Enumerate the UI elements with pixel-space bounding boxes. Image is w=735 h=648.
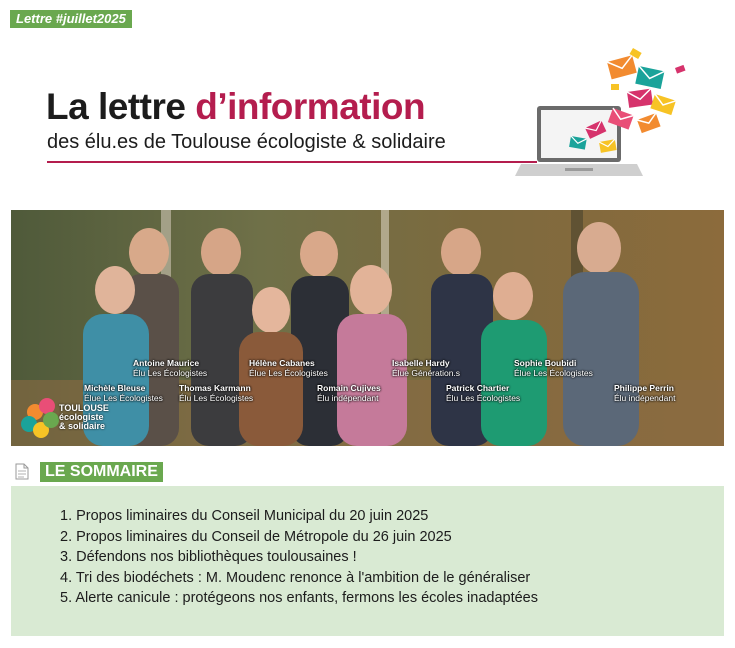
summary-item[interactable]: 4. Tri des biodéchets : M. Moudenc renonce à l'ambition de le généraliser	[60, 569, 531, 586]
summary-item[interactable]: 5. Alerte canicule : protégeons nos enfants, fermons les écoles inadaptées	[60, 590, 538, 606]
caption-person: Philippe Perrin Élu indépendant	[614, 383, 676, 403]
title-part1: La lettre	[46, 86, 196, 127]
summary-item[interactable]: 2. Propos liminaires du Conseil de Métropole du 26 juin 2025	[60, 528, 452, 545]
organization-logo: TOULOUSE écologiste & solidaire	[59, 403, 109, 431]
summary-item[interactable]: 3. Défendons nos bibliothèques toulousaines !	[60, 549, 357, 565]
caption-person: Romain Cujives Élu indépendant	[317, 383, 381, 403]
laptop-envelopes-illustration	[515, 44, 695, 184]
summary-item[interactable]: 1. Propos liminaires du Conseil Municipal du 20 juin 2025	[60, 508, 429, 524]
caption-person: Thomas Karmann Élu Les Écologistes	[179, 383, 254, 403]
document-icon	[15, 463, 29, 480]
newsletter-tag: Lettre #juillet2025	[10, 10, 132, 28]
title-underline	[47, 161, 537, 163]
summary-box	[11, 486, 724, 636]
page-subtitle: des élu.es de Toulouse écologiste & solidaire	[47, 131, 446, 153]
title-part2: d’information	[195, 86, 426, 127]
summary-title: LE SOMMAIRE	[40, 462, 163, 482]
caption-person: Hélène Cabanes Élue Les Écologistes	[249, 358, 328, 378]
caption-person: Patrick Chartier Élu Les Écologistes	[446, 383, 521, 403]
caption-person: Michèle Bleuse Élue Les Écologistes	[84, 383, 163, 403]
page-title	[46, 86, 425, 128]
caption-person: Sophie Boubidi Élue Les Écologistes	[514, 358, 593, 378]
caption-person: Antoine Maurice Élu Les Écologistes	[133, 358, 208, 378]
caption-person: Isabelle Hardy Élue Génération.s	[392, 358, 461, 378]
group-photo	[11, 210, 724, 446]
summary-list	[60, 506, 538, 609]
